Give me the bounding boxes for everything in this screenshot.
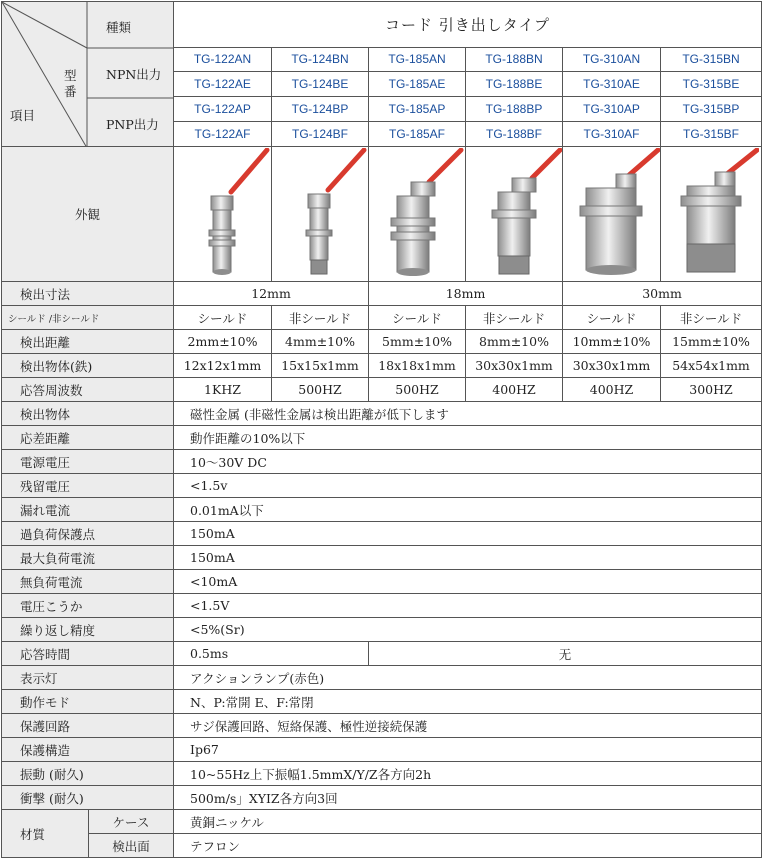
spec-label: 電源電圧 xyxy=(2,450,174,474)
model-code: TG-315BE xyxy=(661,72,762,97)
freq-value: 1KHZ xyxy=(174,378,272,402)
spec-label: 振動 (耐久) xyxy=(2,762,174,786)
model-code: TG-188BF xyxy=(466,122,563,147)
response-time-label: 応答時間 xyxy=(2,642,174,666)
spec-label: 漏れ電流 xyxy=(2,498,174,522)
spec-value: 0.01mA以下 xyxy=(174,498,762,522)
model-code: TG-188BE xyxy=(466,72,563,97)
sensor-image xyxy=(175,148,271,280)
material-case-label: ケース xyxy=(89,810,174,834)
size-label: 検出寸法 xyxy=(2,282,174,306)
distance-value: 5mm±10% xyxy=(369,330,466,354)
spec-label: 電圧こうか xyxy=(2,594,174,618)
model-code: TG-315BP xyxy=(661,97,762,122)
sensor-image xyxy=(369,148,465,280)
freq-label: 応答周波数 xyxy=(2,378,174,402)
corner-item-label: 項目 xyxy=(10,108,36,123)
model-code: TG-124BN xyxy=(272,47,369,72)
spec-label: 表示灯 xyxy=(2,666,174,690)
product-image-tg-315 xyxy=(661,147,762,282)
appearance-label: 外観 xyxy=(2,147,174,282)
model-code: TG-188BN xyxy=(466,47,563,72)
model-code: TG-310AP xyxy=(563,97,661,122)
shield-value: シールド xyxy=(369,306,466,330)
object-value: 30x30x1mm xyxy=(563,354,661,378)
spec-value: N、P:常開 E、F:常閉 xyxy=(174,690,762,714)
spec-value: <5%(Sr) xyxy=(174,618,762,642)
spec-value: 500m/s」XYIZ各方向3回 xyxy=(174,786,762,810)
distance-value: 10mm±10% xyxy=(563,330,661,354)
object-value: 54x54x1mm xyxy=(661,354,762,378)
model-code: TG-315BF xyxy=(661,122,762,147)
spec-value: 10~55Hz上下振幅1.5mmX/Y/Z各方向2h xyxy=(174,762,762,786)
material-case-value: 黄銅ニッケル xyxy=(174,810,762,834)
sensor-image xyxy=(272,148,368,280)
size-value: 30mm xyxy=(563,282,762,306)
object-label: 検出物体(鉄) xyxy=(2,354,174,378)
freq-value: 300HZ xyxy=(661,378,762,402)
model-code: TG-185AN xyxy=(369,47,466,72)
freq-value: 400HZ xyxy=(466,378,563,402)
model-code: TG-124BE xyxy=(272,72,369,97)
size-value: 18mm xyxy=(369,282,563,306)
object-value: 15x15x1mm xyxy=(272,354,369,378)
spec-label: 無負荷電流 xyxy=(2,570,174,594)
spec-label: 保護構造 xyxy=(2,738,174,762)
spec-value: Ip67 xyxy=(174,738,762,762)
response-time-value-b: 无 xyxy=(369,642,762,666)
object-value: 12x12x1mm xyxy=(174,354,272,378)
shield-value: シールド xyxy=(174,306,272,330)
spec-label: 保護回路 xyxy=(2,714,174,738)
spec-value: 150mA xyxy=(174,522,762,546)
model-code: TG-122AN xyxy=(174,47,272,72)
model-code: TG-310AE xyxy=(563,72,661,97)
spec-value: <1.5V xyxy=(174,594,762,618)
product-image-tg-122 xyxy=(174,147,272,282)
model-code: TG-124BF xyxy=(272,122,369,147)
model-code: TG-122AE xyxy=(174,72,272,97)
spec-value: 150mA xyxy=(174,546,762,570)
spec-label: 最大負荷電流 xyxy=(2,546,174,570)
corner-type-label: 種類 xyxy=(106,20,132,35)
product-image-tg-185 xyxy=(369,147,466,282)
spec-value: <10mA xyxy=(174,570,762,594)
model-code: TG-310AN xyxy=(563,47,661,72)
model-code: TG-122AF xyxy=(174,122,272,147)
shield-value: 非シールド xyxy=(272,306,369,330)
shield-value: 非シールド xyxy=(466,306,563,330)
freq-value: 400HZ xyxy=(563,378,661,402)
spec-label: 過負荷保護点 xyxy=(2,522,174,546)
model-code: TG-188BP xyxy=(466,97,563,122)
spec-value: 10～30V DC xyxy=(174,450,762,474)
corner-model-label-b: 番 xyxy=(64,84,77,99)
spec-label: 残留電圧 xyxy=(2,474,174,498)
corner-model-label-a: 型 xyxy=(64,68,77,83)
object-value: 30x30x1mm xyxy=(466,354,563,378)
size-value: 12mm xyxy=(174,282,369,306)
distance-label: 検出距離 xyxy=(2,330,174,354)
model-code: TG-185AE xyxy=(369,72,466,97)
model-code: TG-185AF xyxy=(369,122,466,147)
model-code: TG-124BP xyxy=(272,97,369,122)
shield-value: シールド xyxy=(563,306,661,330)
spec-label: 検出物体 xyxy=(2,402,174,426)
spec-value: 動作距離の10%以下 xyxy=(174,426,762,450)
response-time-value-a: 0.5ms xyxy=(174,642,369,666)
spec-value: アクションランプ(赤色) xyxy=(174,666,762,690)
distance-value: 8mm±10% xyxy=(466,330,563,354)
spec-label: 衝撃 (耐久) xyxy=(2,786,174,810)
type-title: コード 引き出しタイプ xyxy=(174,2,762,48)
spec-label: 動作モド xyxy=(2,690,174,714)
sensor-image xyxy=(564,148,660,280)
distance-value: 15mm±10% xyxy=(661,330,762,354)
spec-table xyxy=(1,1,762,858)
sensor-image xyxy=(663,148,759,280)
distance-value: 4mm±10% xyxy=(272,330,369,354)
npn-label: NPN出力 xyxy=(106,67,162,82)
freq-value: 500HZ xyxy=(369,378,466,402)
object-value: 18x18x1mm xyxy=(369,354,466,378)
spec-value: <1.5v xyxy=(174,474,762,498)
material-face-value: テフロン xyxy=(174,834,762,858)
freq-value: 500HZ xyxy=(272,378,369,402)
spec-label: 応差距離 xyxy=(2,426,174,450)
spec-value: サジ保護回路、短絡保護、極性逆接続保護 xyxy=(174,714,762,738)
product-image-tg-310 xyxy=(563,147,661,282)
shield-value: 非シールド xyxy=(661,306,762,330)
model-code: TG-315BN xyxy=(661,47,762,72)
header-corner xyxy=(2,2,174,147)
spec-label: 繰り返し精度 xyxy=(2,618,174,642)
product-image-tg-124 xyxy=(272,147,369,282)
shield-label: シールド /非シールド xyxy=(2,306,174,330)
spec-value: 磁性金属 (非磁性金属は検出距離が低下します xyxy=(174,402,762,426)
material-face-label: 検出面 xyxy=(89,834,174,858)
sensor-image xyxy=(466,148,562,280)
model-code: TG-185AP xyxy=(369,97,466,122)
model-code: TG-122AP xyxy=(174,97,272,122)
model-code: TG-310AF xyxy=(563,122,661,147)
distance-value: 2mm±10% xyxy=(174,330,272,354)
material-label: 材質 xyxy=(2,810,89,858)
pnp-label: PNP出力 xyxy=(106,117,159,132)
product-image-tg-188 xyxy=(466,147,563,282)
